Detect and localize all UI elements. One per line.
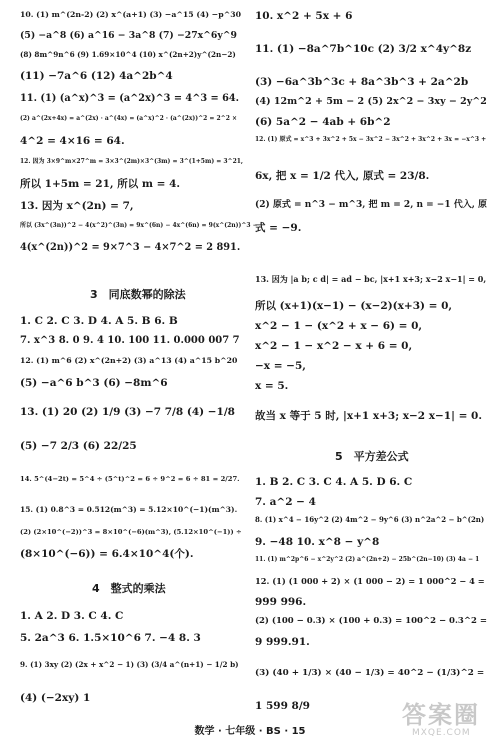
answer-line: 4^2 = 4×16 = 64. xyxy=(20,135,125,147)
answer-line: 12. (1) m^6 (2) x^(2n+2) (3) a^13 (4) a^15 b^20 xyxy=(20,356,238,365)
answer-line: 12. (1) 原式 = x^3 + 3x^2 + 5x − 3x^2 − 3x^2 + 3x^2 + 3x = −x^3 + xyxy=(255,136,487,143)
answer-line: 5. 2a^3 6. 1.5×10^6 7. −4 8. 3 xyxy=(20,632,201,644)
answer-line: 15. (1) 0.8^3 = 0.512(m^3) = 5.12×10^(−1)(m^3). xyxy=(20,505,238,514)
answer-line: x^2 − 1 − x^2 − x + 6 = 0, xyxy=(255,340,413,352)
answer-line: 13. (1) 20 (2) 1/9 (3) −7 7/8 (4) −1/8 xyxy=(20,406,235,418)
answer-line: 9 999.91. xyxy=(255,636,310,648)
section-heading: 5 平方差公式 xyxy=(335,450,409,463)
answer-line: (2) a^(2x+4x) = a^(2x) · a^(4x) = (a^x)^2 · (a^(2x))^2 = 2^2 × xyxy=(20,115,237,122)
answer-line: 8. (1) x^4 − 16y^2 (2) 4m^2 − 9y^6 (3) n^2a^2 − b^(2n) xyxy=(255,515,485,524)
answer-line: 12. (1) (1 000 + 2) × (1 000 − 2) = 1 000^2 − 4 = xyxy=(255,576,485,586)
answer-line: −x = −5, xyxy=(255,360,306,372)
answer-line: 1. B 2. C 3. C 4. A 5. D 6. C xyxy=(255,476,413,488)
answer-line: 7. a^2 − 4 xyxy=(255,496,316,508)
answer-line: 13. 因为 |a b; c d| = ad − bc, |x+1 x+3; x−2 x−1| = 0, xyxy=(255,274,487,284)
watermark-logo xyxy=(402,700,492,740)
answer-line: (5) −7 2/3 (6) 22/25 xyxy=(20,440,137,452)
page-footer: 数学 · 七年级 · BS · 15 xyxy=(194,726,306,737)
answer-line: (5) −a^6 b^3 (6) −8m^6 xyxy=(20,377,168,389)
answer-line: 999 996. xyxy=(255,596,307,608)
answer-line: 12. 因为 3×9^m×27^m = 3×3^(2m)×3^(3m) = 3^(1+5m) = 3^21, xyxy=(20,158,244,165)
answer-line: 14. 5^(4−2t) = 5^4 ÷ (5^t)^2 = 6 ÷ 9^2 = 6 ÷ 81 = 2/27. xyxy=(20,475,240,483)
answer-line: 4(x^(2n))^2 = 9×7^3 − 4×7^2 = 2 891. xyxy=(20,242,241,253)
watermark-text: 答案圈 xyxy=(402,701,480,729)
answer-line: (2) (2×10^(−2))^3 = 8×10^(−6)(m^3), (5.12×10^(−1)) ÷ xyxy=(20,528,242,536)
answer-line: (3) −6a^3b^3c + 8a^3b^3 + 2a^2b xyxy=(255,76,469,88)
answer-line: 1 599 8/9 xyxy=(255,700,310,712)
watermark-url: MXQE.COM xyxy=(412,728,471,738)
answer-line: 所以 1+5m = 21, 所以 m = 4. xyxy=(20,178,181,190)
section-heading: 3 同底数幂的除法 xyxy=(90,288,186,301)
answer-line: 7. x^3 8. 0 9. 4 10. 100 11. 0.000 007 7 xyxy=(20,335,240,346)
answer-line: (4) (−2xy) 1 xyxy=(20,692,91,704)
answer-line: 11. (1) −8a^7b^10c (2) 3/2 x^4y^8z xyxy=(255,43,472,55)
answer-line: 6x, 把 x = 1/2 代入, 原式 = 23/8. xyxy=(255,170,430,182)
section-heading: 4 整式的乘法 xyxy=(92,582,166,595)
answer-line: (8×10^(−6)) = 6.4×10^4(个). xyxy=(20,548,194,560)
answer-line: 1. C 2. C 3. D 4. A 5. B 6. B xyxy=(20,315,178,327)
answer-line: x^2 − 1 − (x^2 + x − 6) = 0, xyxy=(255,320,423,332)
answer-line: (3) (40 + 1/3) × (40 − 1/3) = 40^2 − (1/3)^2 = xyxy=(255,668,485,678)
answer-line: 所以 (3x^(3n))^2 − 4(x^2)^(3n) = 9x^(6n) − 4x^(6n) = 9(x^(2n))^3 − xyxy=(20,222,258,229)
answer-line: (2) 原式 = n^3 − m^3, 把 m = 2, n = −1 代入, 原 xyxy=(255,200,488,210)
answer-line: 10. x^2 + 5x + 6 xyxy=(255,10,353,22)
answer-line: x = 5. xyxy=(255,380,289,392)
answer-line: 13. 因为 x^(2n) = 7, xyxy=(20,200,134,212)
answer-line: 9. (1) 3xy (2) (2x + x^2 − 1) (3) (3/4 a^(n+1) − 1/2 b) xyxy=(20,660,239,669)
answer-line: (4) 12m^2 + 5m − 2 (5) 2x^2 − 3xy − 2y^2 xyxy=(255,96,487,107)
answer-line: 11. (1) m^2p^6 − x^2y^2 (2) a^(2n+2) − 25b^(2n−10) (3) 4a − 1 xyxy=(255,556,480,563)
answer-line: (8) 8m^9n^6 (9) 1.69×10^4 (10) x^(2n+2)y^(2n−2) xyxy=(20,50,236,59)
answer-line: 10. (1) m^(2n-2) (2) x^(a+1) (3) −a^15 (4) −p^30 xyxy=(20,10,241,19)
answer-line: (5) −a^8 (6) a^16 − 3a^8 (7) −27x^6y^9 xyxy=(20,30,237,41)
answer-line: (11) −7a^6 (12) 4a^2b^4 xyxy=(20,70,173,82)
answer-line: 故当 x 等于 5 时, |x+1 x+3; x−2 x−1| = 0. xyxy=(255,410,483,422)
answer-line: 所以 (x+1)(x−1) − (x−2)(x+3) = 0, xyxy=(255,300,453,312)
answer-line: 11. (1) (a^x)^3 = (a^2x)^3 = 4^3 = 64. xyxy=(20,93,240,104)
answer-line: (2) (100 − 0.3) × (100 + 0.3) = 100^2 − 0.3^2 = xyxy=(255,616,487,626)
answer-line: 1. A 2. D 3. C 4. C xyxy=(20,610,124,622)
answer-line: 式 = −9. xyxy=(255,222,302,234)
answer-line: (6) 5a^2 − 4ab + 6b^2 xyxy=(255,116,391,128)
answer-line: 9. −48 10. x^8 − y^8 xyxy=(255,536,380,548)
